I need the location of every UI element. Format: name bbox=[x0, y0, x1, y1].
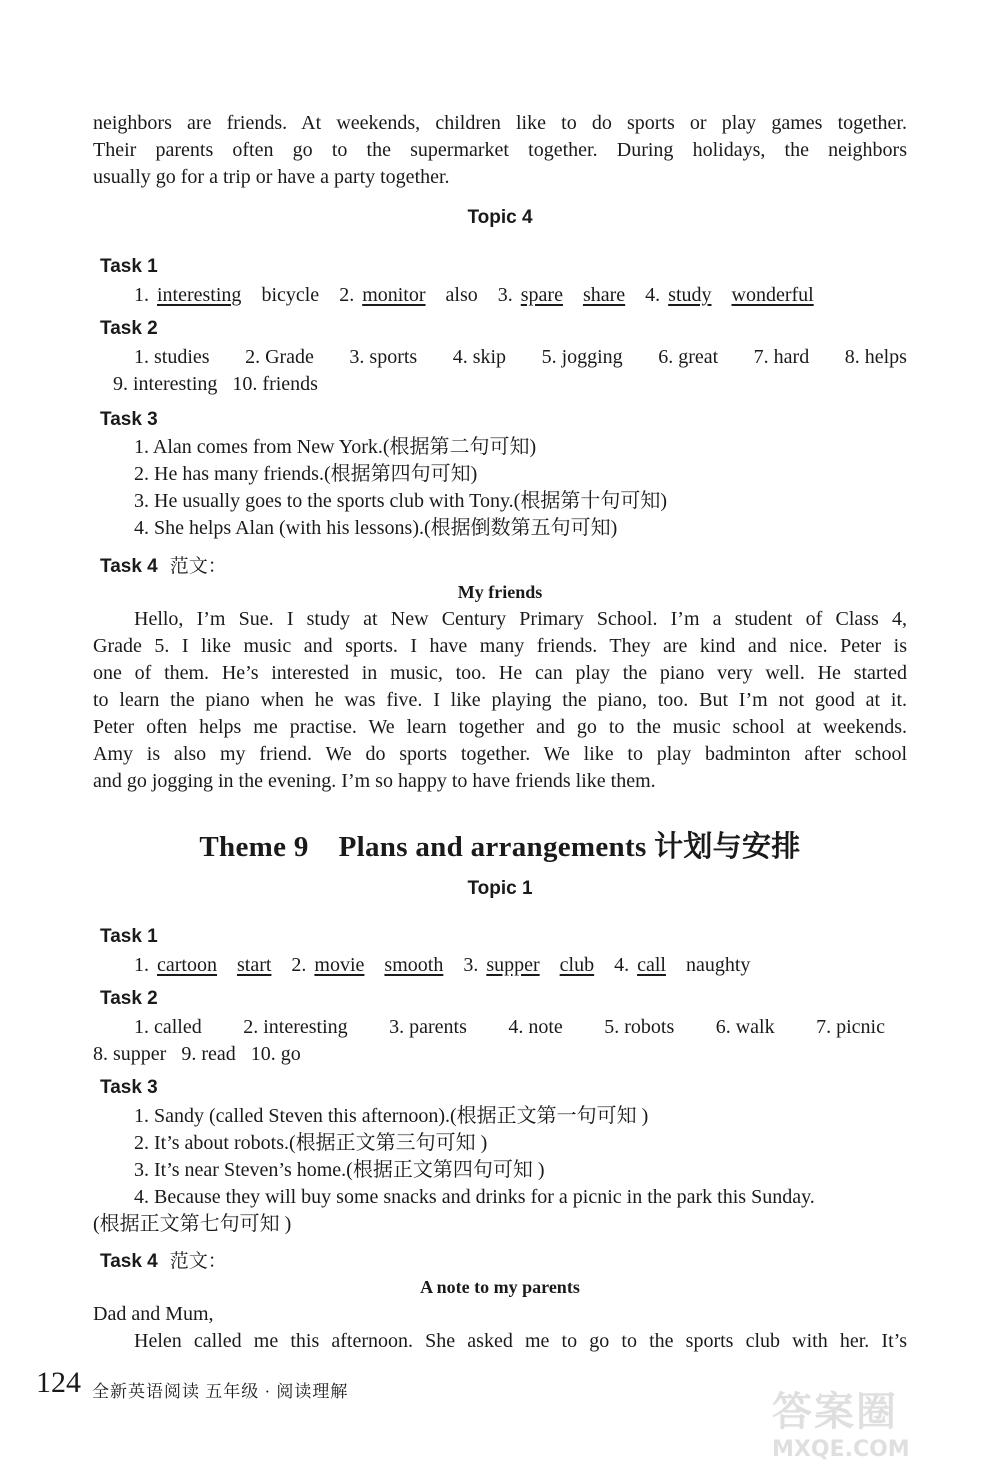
intro-line-3: usually go for a trip or have a party together. bbox=[93, 166, 450, 188]
task-suffix: 范文： bbox=[169, 1251, 227, 1272]
topic-heading: Topic 4 bbox=[467, 207, 533, 228]
theme-title: Plans and arrangements 计划与安排 bbox=[338, 831, 801, 863]
task-label: Task 4 bbox=[100, 556, 158, 577]
task4-heading bbox=[100, 1246, 227, 1273]
note-title: A note to my parents bbox=[420, 1277, 580, 1297]
answer-item: 6. walk bbox=[715, 1016, 775, 1038]
answer-item: 1. studies bbox=[134, 346, 210, 368]
task3-answer: 4. She helps Alan (with his lessons).(根据倒数第五句可知) bbox=[134, 517, 618, 539]
task-label: Task 4 bbox=[100, 1251, 158, 1272]
task1-answers bbox=[134, 952, 750, 979]
essay-line: Amy is also my friend. We do sports together. We like to play badminton after school bbox=[93, 743, 907, 765]
essay-line: and go jogging in the evening. I’m so happy to have friends like them. bbox=[93, 770, 656, 792]
answer-item: 1. called bbox=[134, 1016, 202, 1038]
item-num: 2. bbox=[339, 284, 355, 306]
task3-answer: 1. Sandy (called Steven this afternoon).(根据正文第一句可知 ) bbox=[134, 1105, 649, 1127]
task-label: Task 2 bbox=[100, 318, 158, 339]
item-num: 2. bbox=[291, 954, 307, 976]
essay-line: to learn the piano when he was five. I like playing the piano, too. But I’m not good at it. bbox=[93, 689, 907, 711]
task-suffix: 范文： bbox=[169, 556, 227, 577]
answer-word: also bbox=[445, 284, 478, 306]
task3-answer: 4. Because they will buy some snacks and drinks for a picnic in the park this Sunday. bbox=[134, 1186, 815, 1208]
note-line: Helen called me this afternoon. She asked me to go to the sports club with her. It’s bbox=[134, 1330, 907, 1352]
task3-answer: 2. He has many friends.(根据第四句可知) bbox=[134, 463, 478, 485]
answer-word: study bbox=[668, 284, 712, 306]
answer-word: bicycle bbox=[261, 284, 320, 306]
task-label: Task 3 bbox=[100, 409, 158, 430]
task1-answers bbox=[134, 282, 814, 309]
answer-item: 2. Grade bbox=[245, 346, 314, 368]
essay-line: Hello, I’m Sue. I study at New Century Primary School. I’m a student of Class 4, bbox=[134, 608, 907, 630]
item-num: 3. bbox=[497, 284, 513, 306]
essay-line: one of them. He’s interested in music, too. He can play the piano very well. He started bbox=[93, 662, 907, 684]
answer-word: cartoon bbox=[157, 954, 217, 976]
item-num: 4. bbox=[614, 954, 630, 976]
answer-item: 7. hard bbox=[753, 346, 810, 368]
answer-word: movie bbox=[314, 954, 365, 976]
task-label: Task 1 bbox=[100, 256, 158, 277]
item-num: 1. bbox=[134, 954, 149, 976]
answer-word: naughty bbox=[685, 954, 751, 976]
answer-word: smooth bbox=[384, 954, 444, 976]
item-num: 4. bbox=[645, 284, 661, 306]
answer-item: 4. note bbox=[508, 1016, 563, 1038]
answer-word: monitor bbox=[362, 284, 426, 306]
answer-item: 2. interesting bbox=[243, 1016, 348, 1038]
answer-item: 6. great bbox=[658, 346, 719, 368]
task2-answers-line-1 bbox=[134, 344, 907, 371]
answer-word: club bbox=[559, 954, 595, 976]
answer-item: 7. picnic bbox=[816, 1016, 885, 1038]
answer-item: 5. robots bbox=[604, 1016, 675, 1038]
task3-answer: 2. It’s about robots.(根据正文第三句可知 ) bbox=[134, 1132, 488, 1154]
page-number: 124 bbox=[36, 1366, 81, 1399]
answer-item: 3. sports bbox=[349, 346, 418, 368]
answer-word: supper bbox=[486, 954, 540, 976]
essay-line: Grade 5. I like music and sports. I have many friends. They are kind and nice. Peter is bbox=[93, 635, 907, 657]
answer-item: 4. skip bbox=[452, 346, 507, 368]
answer-word: start bbox=[236, 954, 272, 976]
watermark-logo bbox=[772, 1380, 982, 1460]
answer-word: interesting bbox=[157, 284, 242, 306]
task-label: Task 1 bbox=[100, 926, 158, 947]
essay-title: My friends bbox=[457, 582, 543, 602]
task3-answer-continued: (根据正文第七句可知 ) bbox=[93, 1213, 292, 1235]
intro-line-2: Their parents often go to the supermarket together. During holidays, the neighbors bbox=[93, 139, 907, 161]
item-num: 3. bbox=[463, 954, 479, 976]
answer-word: wonderful bbox=[731, 284, 814, 306]
task3-answer: 1. Alan comes from New York.(根据第二句可知) bbox=[134, 436, 537, 458]
task4-heading bbox=[100, 551, 227, 578]
task-label: Task 2 bbox=[100, 988, 158, 1009]
theme-number: Theme 9 bbox=[199, 831, 309, 863]
item-num: 1. bbox=[134, 284, 149, 306]
task2-answers-line-2: 8. supper 9. read 10. go bbox=[93, 1043, 301, 1065]
answer-word: share bbox=[582, 284, 626, 306]
task3-answer: 3. He usually goes to the sports club with Tony.(根据第十句可知) bbox=[134, 490, 667, 512]
watermark-url: MXQE.COM bbox=[772, 1437, 910, 1462]
task3-answer: 3. It’s near Steven’s home.(根据正文第四句可知 ) bbox=[134, 1159, 545, 1181]
theme-heading bbox=[0, 824, 1000, 865]
intro-line-1: neighbors are friends. At weekends, children like to do sports or play games together. bbox=[93, 112, 907, 134]
answer-word: spare bbox=[520, 284, 563, 306]
task2-answers-line-2: 9. interesting 10. friends bbox=[113, 373, 318, 395]
essay-line: Peter often helps me practise. We learn together and go to the music school at weekends. bbox=[93, 716, 907, 738]
answer-item: 5. jogging bbox=[541, 346, 623, 368]
answer-item: 8. helps bbox=[844, 346, 907, 368]
task2-answers-line-1 bbox=[134, 1014, 885, 1041]
watermark-text: 答案圈 bbox=[772, 1389, 898, 1435]
task-label: Task 3 bbox=[100, 1077, 158, 1098]
answer-word: call bbox=[637, 954, 666, 976]
topic-heading: Topic 1 bbox=[467, 878, 533, 899]
answer-item: 3. parents bbox=[389, 1016, 467, 1038]
note-salutation: Dad and Mum, bbox=[93, 1303, 214, 1325]
book-title: 全新英语阅读 五年级 · 阅读理解 bbox=[92, 1382, 349, 1401]
